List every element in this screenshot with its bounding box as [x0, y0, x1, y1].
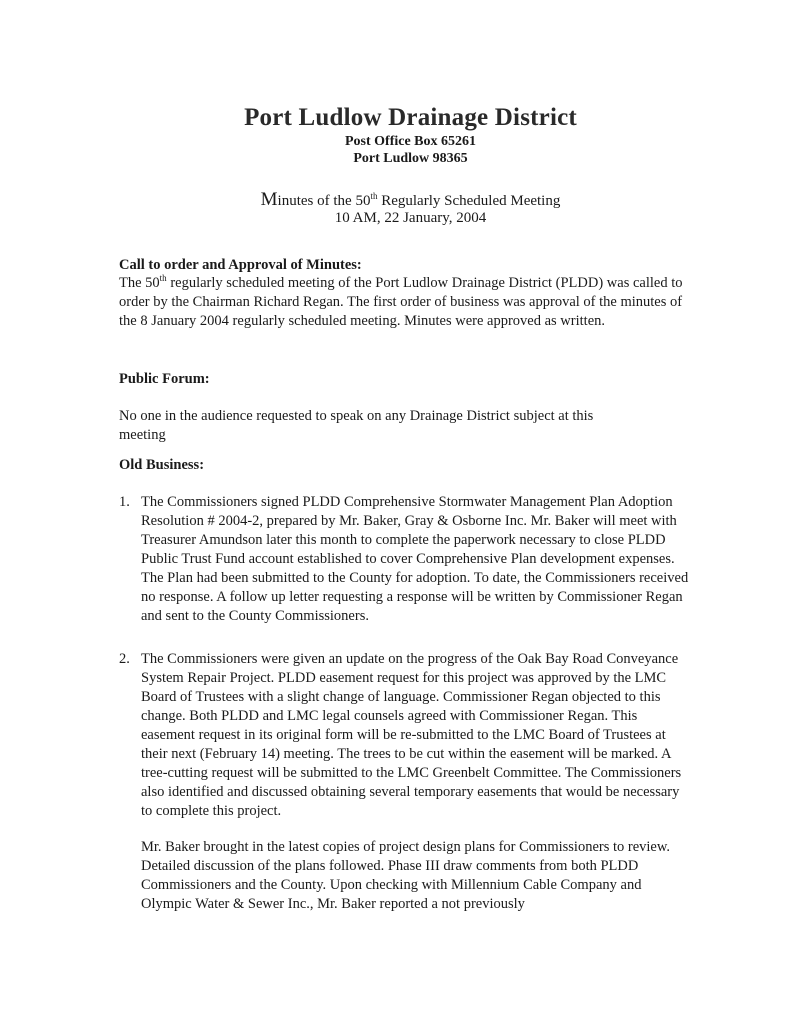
call-to-order-body: regularly scheduled meeting of the Port Ludlow Drainage District (PLDD) was called to order by the Chairman Richard Regan. The first order of business was approval of the minutes of the 8 January 2004 regularly scheduled meeting. Minutes were approved as written. [119, 275, 683, 329]
minutes-suffix: Regularly Scheduled Meeting [377, 193, 561, 209]
old-business-item-2 [119, 650, 694, 914]
item-followup-text: Mr. Baker brought in the latest copies of project design plans for Commissioners to review. Detailed discussion of the plans followed. Phase III draw comments from both PLDD Commissioners and the County. Upon checking with Millennium Cable Company and Olympic Water & Sewer Inc., Mr. Baker reported a not previously [141, 839, 671, 912]
call-to-order-text [119, 274, 689, 331]
meeting-date: 10 AM, 22 January, 2004 [334, 210, 487, 226]
minutes-initial: M [260, 189, 278, 210]
item-text: The Commissioners were given an update on the progress of the Oak Bay Road Conveyance System Repair Project. PLDD easement request for this project was approved by the LMC Board of Trustees with a slight change of language. Commissioner Regan objected to this change. Both PLDD and LMC legal counsels agreed with Commissioner Regan. This easement request in its original form will be re-submitted to the LMC Board of Trustees at their next (February 14) meeting. The trees to be cut within the easement will be marked. A tree-cutting request will be submitted to the LMC Greenbelt Committee. The Commissioners also identified and discussed obtaining several temporary easements that would be necessary to complete this project. [141, 651, 682, 819]
minutes-ordinal: th [370, 191, 378, 201]
organization-title: Port Ludlow Drainage District [244, 104, 577, 131]
item-number: 1. [119, 494, 130, 510]
public-forum-text: No one in the audience requested to speak on any Drainage District subject at this meeting [119, 408, 594, 443]
address-line-1: Post Office Box 65261 [344, 134, 477, 149]
address-line-2: Port Ludlow 98365 [353, 151, 468, 166]
item-text: The Commissioners signed PLDD Comprehensive Stormwater Management Plan Adoption Resolution # 2004-2, prepared by Mr. Baker, Gray & Osborne Inc. Mr. Baker will meet with Treasurer Amundson later this month to complete the paperwork necessary to close PLDD Public Trust Fund account established to cover Comprehensive Plan development expenses. The Plan had been submitted to the County for adoption. To date, the Commissioners received no response. A follow up letter requesting a response will be written by Commissioner Regan and sent to the County Commissioners. [141, 494, 689, 624]
item-number: 2. [119, 651, 130, 667]
minutes-title [0, 189, 791, 211]
minutes-prefix: inutes of the 50 [277, 193, 371, 209]
old-business-item-1 [119, 493, 694, 626]
old-business-heading: Old Business: [119, 457, 205, 473]
call-to-order-prefix: The 50 [119, 275, 160, 291]
call-to-order-heading: Call to order and Approval of Minutes: [119, 257, 362, 273]
public-forum-heading: Public Forum: [119, 371, 210, 387]
call-to-order-ordinal: th [159, 273, 167, 284]
